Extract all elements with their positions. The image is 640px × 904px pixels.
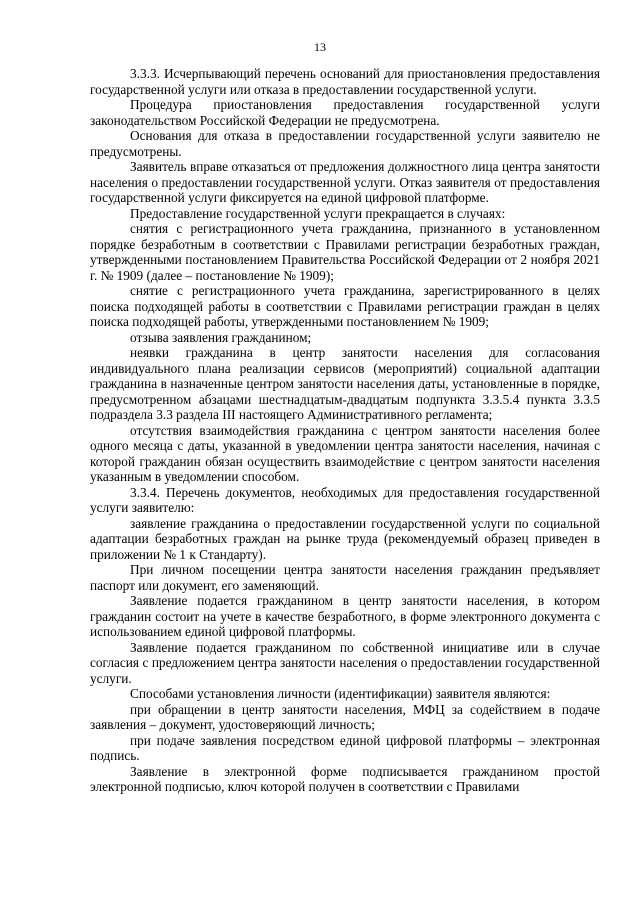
paragraph: заявление гражданина о предоставлении государственной услуги по социальной адаптации безработных граждан на рынке труда (рекомендуемый образец приведен в приложении № 1 к Стандарту). (90, 515, 600, 562)
paragraph-3-3-3-heading: 3.3.3. Исчерпывающий перечень оснований для приостановления предоставления государственной услуги или отказа в предоставлении государственной услуги. (90, 66, 600, 97)
paragraph: Способами установления личности (идентификации) заявителя являются: (130, 686, 551, 701)
paragraph-3-3-4-heading: 3.3.4. Перечень документов, необходимых для предоставления государственной услуги заявителю: (90, 484, 600, 515)
list-item: снятия с регистрационного учета гражданина, признанного в установленном порядке безработным в соответствии с Правилами регистрации безработных граждан, утвержденными постановлением Правительства Российской Федерации от 2 ноября 2021 г. № 1909 (далее – постановление № 1909); (90, 221, 600, 283)
paragraph: Основания для отказа в предоставлении государственной услуги заявителю не предусмотрены. (90, 128, 600, 159)
paragraph: Предоставление государственной услуги прекращается в случаях: (130, 205, 506, 221)
paragraph: Процедура приостановления предоставления государственной услуги законодательством Российской Федерации не предусмотрена. (90, 97, 600, 128)
paragraph: Заявление подается гражданином в центр занятости населения, в котором гражданин состоит на учете в качестве безработного, в форме электронного документа с использованием единой цифровой платформы. (90, 593, 600, 639)
paragraph: При личном посещении центра занятости населения гражданин предъявляет паспорт или документ, его заменяющий. (90, 562, 600, 593)
list-item: снятие с регистрационного учета гражданина, зарегистрированного в целях поиска подходящей работы в соответствии с Правилами регистрации граждан в целях поиска подходящей работы, утвержденными постановлением № 1909; (90, 283, 600, 329)
paragraph: Заявление подается гражданином по собственной инициативе или в случае согласия с предложением центра занятости населения о предоставлении государственной услуги. (90, 639, 600, 686)
list-item: неявки гражданина в центр занятости населения для согласования индивидуального плана реализации сервисов (мероприятий) социальной адаптации гражданина в назначенные центром занятости населения даты, установленные в порядке, предусмотренном абзацами шестнадцатым-двадцатым подпункта 3.3.5.4 пункта 3.3.5 подраздела 3.3 раздела III настоящего Административного регламента; (90, 345, 600, 422)
list-item: при подаче заявления посредством единой цифровой платформы – электронная подпись. (90, 732, 600, 763)
paragraph: Заявитель вправе отказаться от предложения должностного лица центра занятости населения о предоставлении государственной услуги. Отказ заявителя от предоставления государственной услуги фиксируется на единой цифровой платформе. (90, 159, 600, 205)
document-body (90, 66, 600, 795)
paragraph: Заявление в электронной форме подписывается гражданином простой электронной подписью, ключ которой получен в соответствии с Правилами (90, 763, 600, 794)
list-item: при обращении в центр занятости населения, МФЦ за содействием в подаче заявления – документ, удостоверяющий личность; (90, 701, 600, 732)
page-number: 13 (314, 40, 326, 54)
list-item: отсутствия взаимодействия гражданина с центром занятости населения более одного месяца с даты, указанной в уведомлении центра занятости населения, начиная с которой гражданин обязан осуществить взаимодействие с центром занятости населения указанным в уведомлении способом. (90, 422, 600, 484)
list-item: отзыва заявления гражданином; (130, 329, 312, 345)
